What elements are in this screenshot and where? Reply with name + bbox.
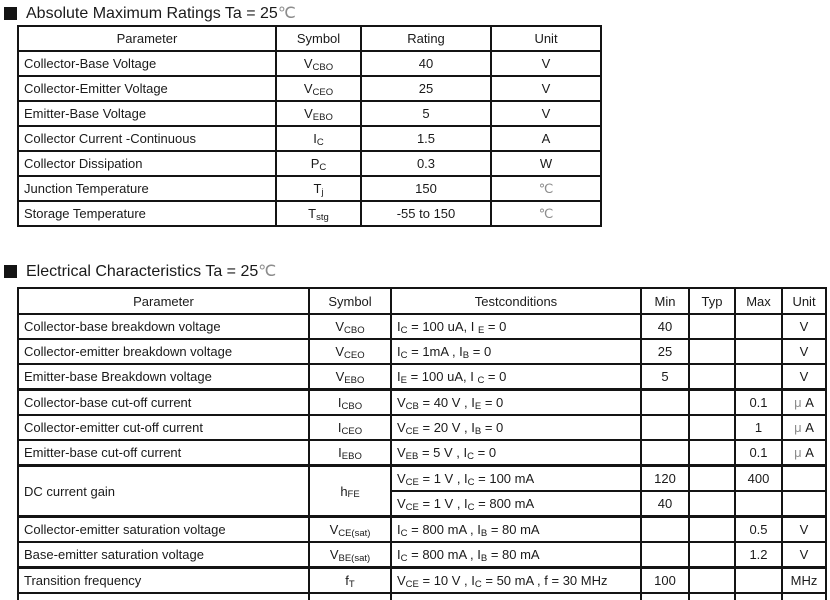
max-cell: 0.5 [735, 517, 782, 543]
symbol-cell: VCEO [309, 339, 391, 364]
typ-cell [689, 415, 735, 440]
typ-cell [689, 466, 735, 492]
table-row [18, 101, 601, 126]
param-cell: Emitter-base Breakdown voltage [18, 364, 309, 390]
unit-cell: V [782, 517, 826, 543]
column-header-symbol: Symbol [276, 26, 361, 51]
unit-cell: V [491, 101, 601, 126]
empty-cell [689, 593, 735, 600]
symbol-cell: ICEO [309, 415, 391, 440]
min-cell: 100 [641, 568, 689, 594]
unit-cell: V [491, 51, 601, 76]
param-cell: Collector-emitter breakdown voltage [18, 339, 309, 364]
column-header-unit: Unit [782, 288, 826, 314]
symbol-cell: VCEO [276, 76, 361, 101]
param-cell: Collector Dissipation [18, 151, 276, 176]
electrical-title-text: Electrical Characteristics Ta = 25℃ [26, 263, 277, 280]
section-bullet-icon [4, 7, 17, 20]
param-cell: Collector Current -Continuous [18, 126, 276, 151]
param-cell: Collector-base breakdown voltage [18, 314, 309, 339]
min-cell: 25 [641, 339, 689, 364]
param-cell: Storage Temperature [18, 201, 276, 226]
symbol-cell: hFE [309, 466, 391, 517]
column-header-rating: Rating [361, 26, 491, 51]
param-cell: Collector-emitter cut-off current [18, 415, 309, 440]
header-row [18, 26, 601, 51]
symbol-cell: ICBO [309, 390, 391, 416]
symbol-cell: VBE(sat) [309, 542, 391, 568]
symbol-cell: fT [309, 568, 391, 594]
section-bullet-icon [4, 265, 17, 278]
max-cell: 0.1 [735, 390, 782, 416]
symbol-cell: Tstg [276, 201, 361, 226]
min-cell [641, 440, 689, 466]
column-header-symbol: Symbol [309, 288, 391, 314]
cond-cell: VCB = 40 V , IE = 0 [391, 390, 641, 416]
symbol-cell: Tj [276, 176, 361, 201]
unit-cell [782, 491, 826, 517]
typ-cell [689, 440, 735, 466]
min-cell [641, 415, 689, 440]
unit-cell: μ A [782, 390, 826, 416]
table-row [18, 151, 601, 176]
table-row [18, 440, 826, 466]
table-row [18, 339, 826, 364]
table-row [18, 51, 601, 76]
symbol-cell: IC [276, 126, 361, 151]
empty-cell [18, 593, 309, 600]
typ-cell [689, 491, 735, 517]
empty-cell [641, 593, 689, 600]
param-cell: Collector-Emitter Voltage [18, 76, 276, 101]
rating-cell: 1.5 [361, 126, 491, 151]
unit-cell: μ A [782, 440, 826, 466]
cond-cell: VEB = 5 V , IC = 0 [391, 440, 641, 466]
cond-cell: IC = 800 mA , IB = 80 mA [391, 542, 641, 568]
min-cell: 40 [641, 314, 689, 339]
table-row [18, 314, 826, 339]
column-header-min: Min [641, 288, 689, 314]
absolute-maximum-ratings-table [17, 25, 602, 227]
max-cell [735, 339, 782, 364]
min-cell [641, 517, 689, 543]
unit-cell: MHz [782, 568, 826, 594]
max-cell: 400 [735, 466, 782, 492]
max-cell [735, 314, 782, 339]
header-row [18, 288, 826, 314]
column-header-parameter: Parameter [18, 288, 309, 314]
min-cell: 40 [641, 491, 689, 517]
empty-cell [309, 593, 391, 600]
unit-cell: V [782, 314, 826, 339]
empty-cell [391, 593, 641, 600]
min-cell [641, 390, 689, 416]
max-cell: 0.1 [735, 440, 782, 466]
rating-cell: 150 [361, 176, 491, 201]
typ-cell [689, 542, 735, 568]
table-row [18, 364, 826, 390]
column-header-parameter: Parameter [18, 26, 276, 51]
table-row [18, 201, 601, 226]
unit-cell: μ A [782, 415, 826, 440]
symbol-cell: VEBO [276, 101, 361, 126]
rating-cell: 25 [361, 76, 491, 101]
symbol-cell: VCE(sat) [309, 517, 391, 543]
symbol-cell: VCBO [276, 51, 361, 76]
abs-max-section-title [4, 3, 296, 23]
param-cell: Collector-Base Voltage [18, 51, 276, 76]
table-row [18, 568, 826, 594]
typ-cell [689, 390, 735, 416]
typ-cell [689, 517, 735, 543]
table-row [18, 542, 826, 568]
typ-cell [689, 364, 735, 390]
param-cell: Collector-base cut-off current [18, 390, 309, 416]
symbol-cell: VEBO [309, 364, 391, 390]
param-cell: DC current gain [18, 466, 309, 517]
param-cell: Transition frequency [18, 568, 309, 594]
cond-cell: IC = 800 mA , IB = 80 mA [391, 517, 641, 543]
column-header-max: Max [735, 288, 782, 314]
min-cell: 5 [641, 364, 689, 390]
cond-cell: VCE = 10 V , IC = 50 mA , f = 30 MHz [391, 568, 641, 594]
abs-max-table-body [18, 51, 601, 226]
unit-cell: V [782, 542, 826, 568]
unit-cell [782, 466, 826, 492]
table-row [18, 176, 601, 201]
partial-clipped-row [18, 593, 826, 600]
typ-cell [689, 314, 735, 339]
param-cell: Emitter-base cut-off current [18, 440, 309, 466]
unit-cell: ℃ [491, 176, 601, 201]
max-cell [735, 364, 782, 390]
cond-cell: IC = 1mA , IB = 0 [391, 339, 641, 364]
rating-cell: 40 [361, 51, 491, 76]
unit-cell: V [782, 339, 826, 364]
electrical-table-head [18, 288, 826, 314]
table-row [18, 517, 826, 543]
table-row [18, 466, 826, 492]
param-cell: Junction Temperature [18, 176, 276, 201]
cond-cell: VCE = 20 V , IB = 0 [391, 415, 641, 440]
symbol-cell: PC [276, 151, 361, 176]
electrical-characteristics-table [17, 287, 827, 600]
cond-cell: IE = 100 uA, I C = 0 [391, 364, 641, 390]
cond-cell: IC = 100 uA, I E = 0 [391, 314, 641, 339]
table-row [18, 390, 826, 416]
abs-max-title-text: Absolute Maximum Ratings Ta = 25℃ [26, 5, 296, 22]
rating-cell: 5 [361, 101, 491, 126]
cond-cell: VCE = 1 V , IC = 800 mA [391, 491, 641, 517]
min-cell [641, 542, 689, 568]
param-cell: Base-emitter saturation voltage [18, 542, 309, 568]
typ-cell [689, 339, 735, 364]
empty-cell [735, 593, 782, 600]
param-cell: Collector-emitter saturation voltage [18, 517, 309, 543]
empty-cell [782, 593, 826, 600]
electrical-section-title [4, 261, 276, 281]
electrical-table-body [18, 314, 826, 600]
param-cell: Emitter-Base Voltage [18, 101, 276, 126]
max-cell [735, 491, 782, 517]
symbol-cell: VCBO [309, 314, 391, 339]
column-header-unit: Unit [491, 26, 601, 51]
max-cell: 1.2 [735, 542, 782, 568]
unit-cell: ℃ [491, 201, 601, 226]
table-row [18, 415, 826, 440]
table-row [18, 76, 601, 101]
rating-cell: -55 to 150 [361, 201, 491, 226]
column-header-typ: Typ [689, 288, 735, 314]
rating-cell: 0.3 [361, 151, 491, 176]
cond-cell: VCE = 1 V , IC = 100 mA [391, 466, 641, 492]
unit-cell: W [491, 151, 601, 176]
unit-cell: A [491, 126, 601, 151]
table-row [18, 126, 601, 151]
max-cell [735, 568, 782, 594]
column-header-testconditions: Testconditions [391, 288, 641, 314]
unit-cell: V [491, 76, 601, 101]
typ-cell [689, 568, 735, 594]
abs-max-table-head [18, 26, 601, 51]
unit-cell: V [782, 364, 826, 390]
symbol-cell: IEBO [309, 440, 391, 466]
max-cell: 1 [735, 415, 782, 440]
min-cell: 120 [641, 466, 689, 492]
